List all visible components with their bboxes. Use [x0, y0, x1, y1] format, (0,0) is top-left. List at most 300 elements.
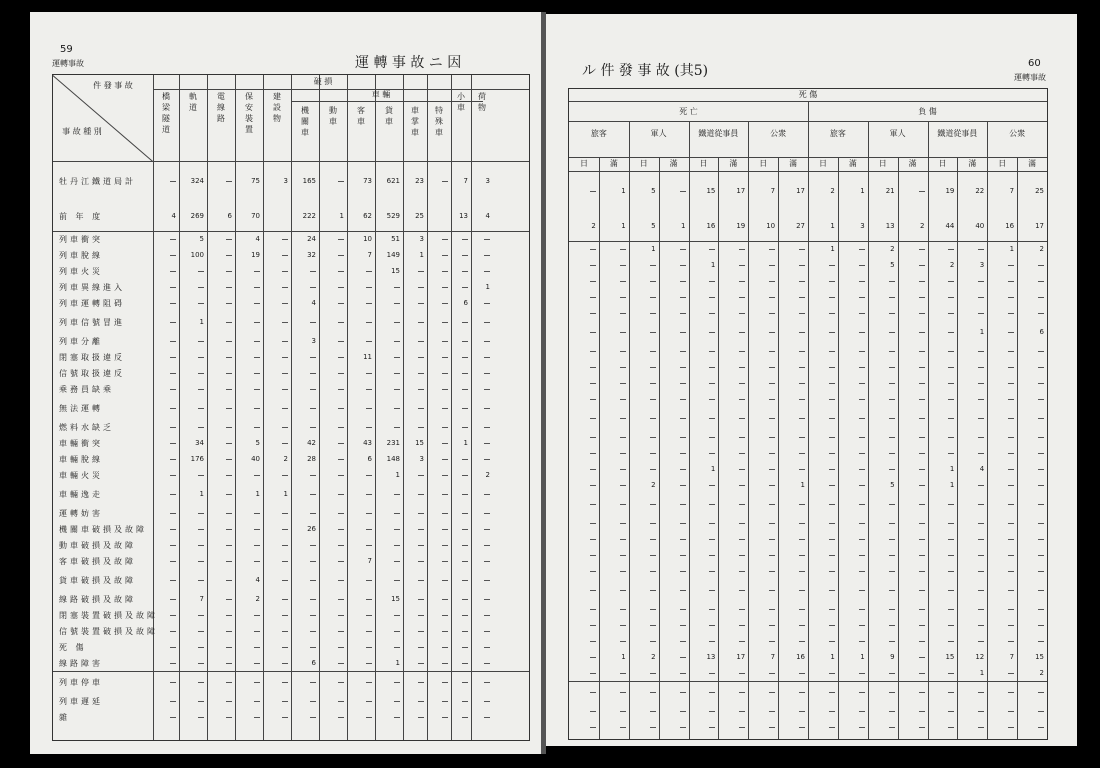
empty-dash [709, 504, 715, 505]
empty-dash [1038, 711, 1044, 712]
table-cell: 27 [796, 221, 805, 230]
empty-dash [709, 399, 715, 400]
table-cell: 5 [651, 186, 656, 195]
empty-dash [1038, 313, 1044, 314]
row-label: 閉塞取扱違反 [59, 353, 125, 362]
empty-dash [442, 717, 448, 718]
empty-dash [799, 711, 805, 712]
empty-dash [366, 303, 372, 304]
empty-dash [590, 418, 596, 419]
empty-dash [442, 271, 448, 272]
table-cell: 15 [415, 438, 424, 447]
empty-dash [739, 351, 745, 352]
empty-dash [620, 399, 626, 400]
unit-header: 日 [818, 159, 827, 168]
column-rule [471, 75, 472, 740]
empty-dash [680, 539, 686, 540]
empty-dash [859, 332, 865, 333]
empty-dash [829, 539, 835, 540]
empty-dash [198, 427, 204, 428]
empty-dash [680, 625, 686, 626]
empty-dash [226, 255, 232, 256]
empty-dash [978, 590, 984, 591]
empty-dash [620, 609, 626, 610]
unit-header: 滿 [968, 159, 977, 168]
empty-dash [1038, 399, 1044, 400]
empty-dash [484, 271, 490, 272]
empty-dash [226, 239, 232, 240]
empty-dash [462, 389, 468, 390]
table-cell: 21 [885, 186, 895, 195]
empty-dash [799, 641, 805, 642]
table-cell: 3 [979, 260, 985, 269]
empty-dash [442, 357, 448, 358]
empty-dash [739, 590, 745, 591]
empty-dash [769, 281, 775, 282]
column-rule [748, 121, 749, 739]
empty-dash [226, 631, 232, 632]
empty-dash [680, 692, 686, 693]
table-cell: 1 [860, 652, 865, 661]
table-cell: 2 [1039, 244, 1044, 253]
empty-dash [680, 265, 686, 266]
empty-dash [1038, 555, 1044, 556]
empty-dash [226, 561, 232, 562]
empty-dash [310, 561, 316, 562]
empty-dash [418, 303, 424, 304]
empty-dash [366, 529, 372, 530]
empty-dash [282, 529, 288, 530]
empty-dash [1008, 437, 1014, 438]
empty-dash [282, 389, 288, 390]
empty-dash [978, 625, 984, 626]
empty-dash [484, 389, 490, 390]
empty-dash [709, 297, 715, 298]
empty-dash [739, 297, 745, 298]
empty-dash [859, 437, 865, 438]
empty-dash [948, 313, 954, 314]
empty-dash [170, 239, 176, 240]
empty-dash [170, 443, 176, 444]
empty-dash [338, 443, 344, 444]
empty-dash [170, 615, 176, 616]
empty-dash [829, 504, 835, 505]
empty-dash [650, 399, 656, 400]
row-label: 車輛火災 [59, 471, 103, 480]
empty-dash [769, 399, 775, 400]
empty-dash [338, 561, 344, 562]
empty-dash [338, 682, 344, 683]
empty-dash [1008, 367, 1014, 368]
empty-dash [948, 332, 954, 333]
table-cell: 165 [302, 176, 316, 185]
column-header: 客車 [357, 106, 365, 126]
empty-dash [310, 408, 316, 409]
row-label: 無法運轉 [59, 404, 103, 413]
empty-dash [198, 647, 204, 648]
empty-dash [282, 408, 288, 409]
empty-dash [680, 367, 686, 368]
empty-dash [310, 475, 316, 476]
empty-dash [418, 545, 424, 546]
empty-dash [462, 287, 468, 288]
table-cell: 1 [949, 480, 955, 489]
empty-dash [680, 641, 686, 642]
empty-dash [170, 513, 176, 514]
unit-header: 日 [998, 159, 1007, 168]
table-cell: 40 [251, 454, 260, 463]
empty-dash [978, 609, 984, 610]
empty-dash [889, 418, 895, 419]
table-cell: 1 [621, 652, 626, 661]
table-cell: 3 [419, 454, 424, 463]
column-header: 建設物 [273, 92, 281, 123]
column-rule [319, 75, 320, 740]
empty-dash [226, 717, 232, 718]
table-cell: 26 [307, 524, 316, 533]
empty-dash [170, 717, 176, 718]
empty-dash [170, 682, 176, 683]
empty-dash [462, 475, 468, 476]
empty-dash [650, 383, 656, 384]
empty-dash [919, 727, 925, 728]
unit-header: 滿 [848, 159, 857, 168]
empty-dash [590, 249, 596, 250]
empty-dash [919, 367, 925, 368]
empty-dash [226, 322, 232, 323]
empty-dash [680, 351, 686, 352]
empty-dash [198, 529, 204, 530]
empty-dash [338, 181, 344, 182]
empty-dash [680, 485, 686, 486]
empty-dash [226, 682, 232, 683]
empty-dash [620, 453, 626, 454]
empty-dash [590, 673, 596, 674]
empty-dash [919, 711, 925, 712]
unit-header: 日 [639, 159, 648, 168]
empty-dash [418, 408, 424, 409]
empty-dash [590, 711, 596, 712]
empty-dash [829, 692, 835, 693]
empty-dash [859, 399, 865, 400]
empty-dash [170, 303, 176, 304]
empty-dash [620, 555, 626, 556]
empty-dash [829, 383, 835, 384]
empty-dash [590, 625, 596, 626]
empty-dash [799, 281, 805, 282]
empty-dash [650, 453, 656, 454]
empty-dash [799, 453, 805, 454]
table-cell: 1 [979, 327, 985, 336]
empty-dash [859, 351, 865, 352]
empty-dash [310, 545, 316, 546]
column-rule [207, 75, 208, 740]
unit-header: 滿 [669, 159, 678, 168]
column-header: 荷物 [478, 92, 486, 112]
empty-dash [1008, 692, 1014, 693]
empty-dash [170, 181, 176, 182]
empty-dash [590, 351, 596, 352]
empty-dash [769, 590, 775, 591]
empty-dash [590, 539, 596, 540]
table-cell: 621 [386, 176, 400, 185]
table-cell: 3 [860, 221, 865, 230]
empty-dash [919, 641, 925, 642]
empty-dash [484, 322, 490, 323]
empty-dash [620, 727, 626, 728]
empty-dash [948, 641, 954, 642]
empty-dash [394, 357, 400, 358]
empty-dash [859, 692, 865, 693]
empty-dash [978, 351, 984, 352]
empty-dash [366, 389, 372, 390]
table-cell: 2 [949, 260, 955, 269]
empty-dash [889, 351, 895, 352]
empty-dash [394, 494, 400, 495]
table-cell: 16 [706, 221, 716, 230]
empty-dash [620, 539, 626, 540]
empty-dash [484, 717, 490, 718]
column-header: 保安裝置 [245, 92, 253, 134]
empty-dash [254, 561, 260, 562]
category-header: 軍人 [650, 129, 667, 138]
empty-dash [338, 373, 344, 374]
table-cell: 13 [706, 652, 716, 661]
empty-dash [226, 475, 232, 476]
empty-dash [590, 523, 596, 524]
empty-dash [590, 657, 596, 658]
empty-dash [829, 437, 835, 438]
empty-dash [462, 701, 468, 702]
row-label: 列車停車 [59, 678, 103, 687]
table-cell: 2 [890, 244, 895, 253]
empty-dash [418, 271, 424, 272]
empty-dash [442, 494, 448, 495]
empty-dash [170, 580, 176, 581]
empty-dash [170, 322, 176, 323]
empty-dash [650, 332, 656, 333]
empty-dash [442, 255, 448, 256]
empty-dash [366, 408, 372, 409]
empty-dash [650, 418, 656, 419]
table-cell: 4 [255, 234, 260, 243]
empty-dash [799, 469, 805, 470]
empty-dash [198, 373, 204, 374]
column-rule [659, 157, 660, 739]
empty-dash [226, 663, 232, 664]
empty-dash [919, 657, 925, 658]
empty-dash [198, 287, 204, 288]
empty-dash [282, 255, 288, 256]
empty-dash [484, 682, 490, 683]
empty-dash [1008, 469, 1014, 470]
empty-dash [254, 341, 260, 342]
empty-dash [859, 571, 865, 572]
table-cell: 7 [770, 186, 776, 195]
empty-dash [1038, 609, 1044, 610]
empty-dash [919, 281, 925, 282]
empty-dash [829, 351, 835, 352]
empty-dash [254, 287, 260, 288]
empty-dash [620, 625, 626, 626]
empty-dash [226, 373, 232, 374]
empty-dash [680, 249, 686, 250]
empty-dash [442, 443, 448, 444]
corner-bottom-label: 事 故 種 別 [62, 127, 102, 136]
row-label: 牡丹江鐵道局計 [59, 177, 136, 186]
empty-dash [769, 555, 775, 556]
empty-dash [829, 625, 835, 626]
empty-dash [254, 529, 260, 530]
empty-dash [338, 459, 344, 460]
empty-dash [170, 459, 176, 460]
table-cell: 1 [255, 489, 260, 498]
empty-dash [889, 504, 895, 505]
empty-dash [442, 615, 448, 616]
empty-dash [799, 727, 805, 728]
table-cell: 7 [1009, 186, 1015, 195]
empty-dash [739, 609, 745, 610]
empty-dash [1038, 281, 1044, 282]
empty-dash [799, 609, 805, 610]
empty-dash [1008, 281, 1014, 282]
empty-dash [739, 281, 745, 282]
empty-dash [394, 647, 400, 648]
table-cell: 40 [975, 221, 985, 230]
empty-dash [829, 555, 835, 556]
table-cell: 17 [736, 652, 746, 661]
empty-dash [462, 513, 468, 514]
empty-dash [620, 249, 626, 250]
table-cell: 1 [621, 221, 626, 230]
empty-dash [709, 590, 715, 591]
empty-dash [829, 485, 835, 486]
empty-dash [620, 351, 626, 352]
empty-dash [198, 682, 204, 683]
empty-dash [829, 367, 835, 368]
table-cell: 1 [710, 260, 716, 269]
empty-dash [1008, 332, 1014, 333]
empty-dash [889, 555, 895, 556]
row-label: 燃料水缺乏 [59, 423, 114, 432]
empty-dash [254, 475, 260, 476]
empty-dash [254, 357, 260, 358]
unit-header: 滿 [789, 159, 798, 168]
empty-dash [769, 609, 775, 610]
empty-dash [282, 580, 288, 581]
empty-dash [799, 383, 805, 384]
empty-dash [889, 281, 895, 282]
empty-dash [442, 599, 448, 600]
table-cell: 222 [302, 211, 316, 220]
empty-dash [394, 545, 400, 546]
column-rule [235, 75, 236, 740]
empty-dash [948, 249, 954, 250]
empty-dash [442, 408, 448, 409]
empty-dash [889, 313, 895, 314]
section-divider [808, 101, 809, 739]
empty-dash [709, 673, 715, 674]
empty-dash [338, 599, 344, 600]
table-cell: 269 [190, 211, 204, 220]
empty-dash [769, 265, 775, 266]
empty-dash [338, 615, 344, 616]
table-cell: 7 [199, 594, 204, 603]
empty-dash [650, 571, 656, 572]
empty-dash [829, 399, 835, 400]
empty-dash [919, 191, 925, 192]
empty-dash [739, 711, 745, 712]
empty-dash [394, 287, 400, 288]
group-header: 死 傷 [798, 90, 818, 99]
empty-dash [310, 494, 316, 495]
empty-dash [889, 469, 895, 470]
empty-dash [978, 297, 984, 298]
table-cell: 16 [796, 652, 805, 661]
unit-header: 日 [878, 159, 887, 168]
empty-dash [442, 663, 448, 664]
empty-dash [799, 539, 805, 540]
table-cell: 9 [890, 652, 895, 661]
empty-dash [254, 615, 260, 616]
column-rule [898, 157, 899, 739]
empty-dash [1008, 539, 1014, 540]
empty-dash [338, 631, 344, 632]
empty-dash [338, 717, 344, 718]
table-cell: 22 [975, 186, 985, 195]
empty-dash [282, 287, 288, 288]
empty-dash [484, 580, 490, 581]
empty-dash [739, 469, 745, 470]
empty-dash [170, 631, 176, 632]
page-number: 59 [60, 44, 73, 55]
empty-dash [282, 682, 288, 683]
empty-dash [394, 373, 400, 374]
empty-dash [919, 504, 925, 505]
empty-dash [739, 504, 745, 505]
empty-dash [769, 332, 775, 333]
unit-header: 滿 [609, 159, 618, 168]
empty-dash [1038, 418, 1044, 419]
empty-dash [338, 255, 344, 256]
empty-dash [978, 281, 984, 282]
row-label: 動車破損及故障 [59, 541, 136, 550]
empty-dash [620, 418, 626, 419]
empty-dash [650, 297, 656, 298]
empty-dash [739, 727, 745, 728]
empty-dash [709, 609, 715, 610]
empty-dash [484, 647, 490, 648]
empty-dash [462, 561, 468, 562]
empty-dash [254, 389, 260, 390]
empty-dash [1038, 437, 1044, 438]
table-cell: 1 [949, 464, 955, 473]
empty-dash [680, 399, 686, 400]
table-cell: 2 [283, 454, 288, 463]
empty-dash [590, 383, 596, 384]
empty-dash [590, 265, 596, 266]
empty-dash [769, 367, 775, 368]
empty-dash [226, 287, 232, 288]
empty-dash [799, 523, 805, 524]
table-cell: 4 [171, 211, 176, 220]
empty-dash [282, 701, 288, 702]
table-cell: 3 [419, 234, 424, 243]
column-rule [375, 75, 376, 740]
empty-dash [170, 389, 176, 390]
empty-dash [919, 673, 925, 674]
empty-dash [620, 485, 626, 486]
